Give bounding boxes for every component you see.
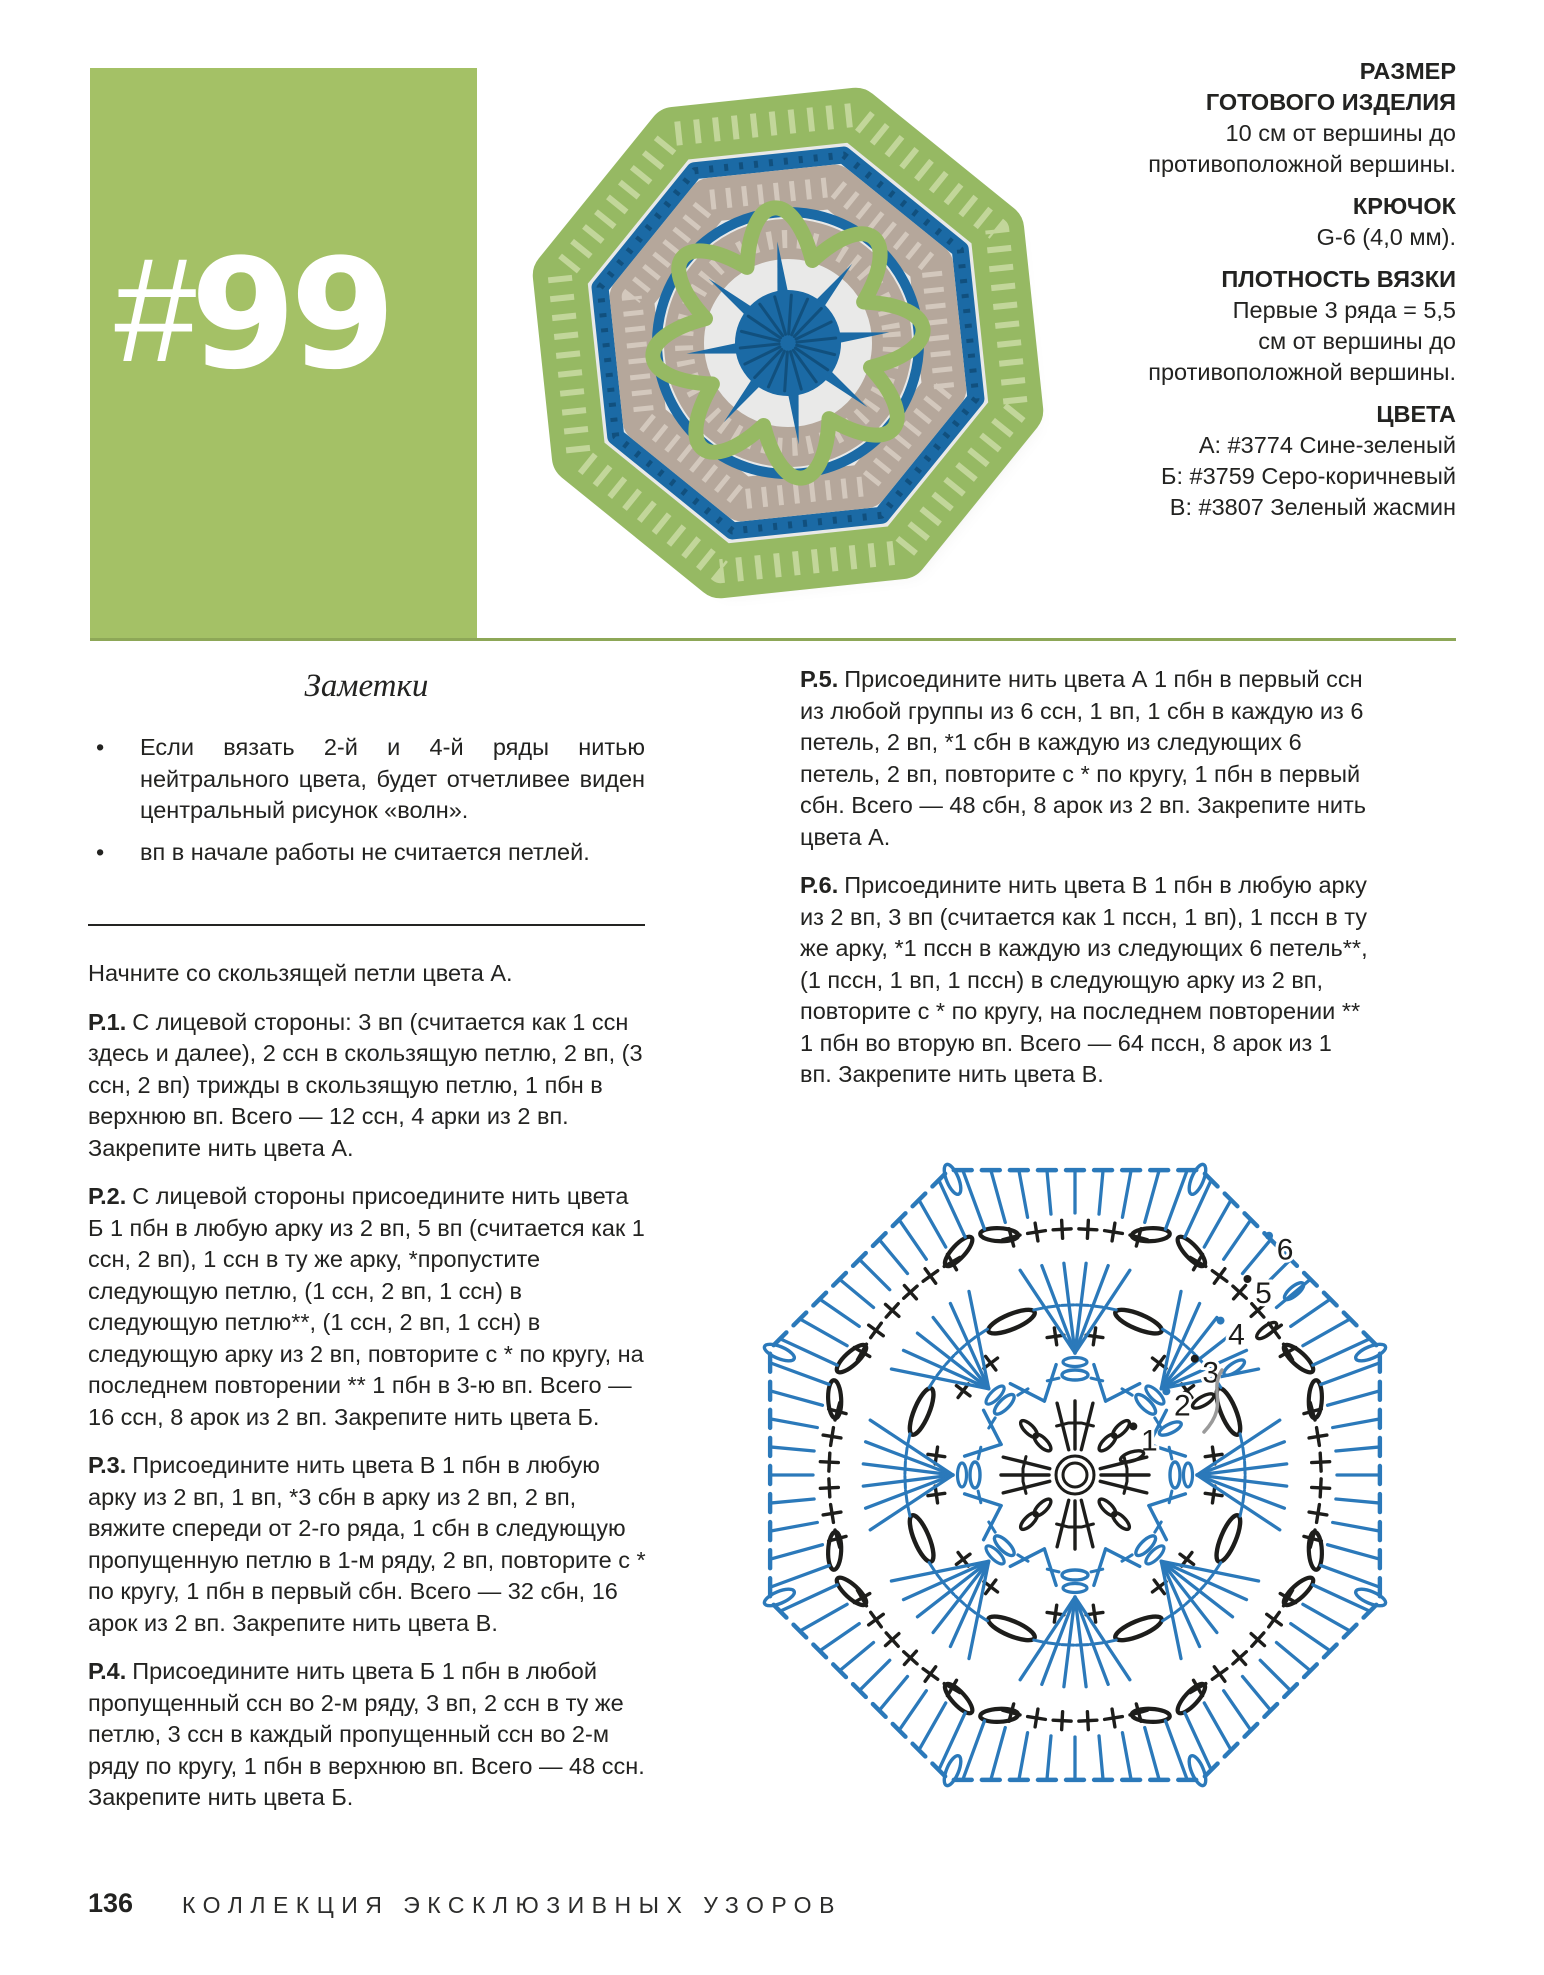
spec-size-value: 10 см от вершины до [1225,120,1456,146]
row-instruction [800,664,1368,853]
spec-size-label: РАЗМЕР [1359,58,1456,84]
note-text: Если вязать 2-й и 4-й ряды нитью нейтрального цвета, будет отчетливее виден центральный рисунок «волн». [140,734,645,823]
svg-text:3: 3 [1202,1356,1220,1390]
row-text: Присоедините нить цвета Б 1 пбн в любой пропущенный ссн во 2-м ряду, 3 вп, 2 ссн в ту же петлю, 3 ссн в каждый пропущенный ссн во 2-м ряду по кругу, 1 пбн в верхнюю вп. Всего — 48 ссн. Закрепите нить цвета Б. [88,1658,645,1810]
bullet-icon: • [96,734,105,760]
row-text: С лицевой стороны: 3 вп (считается как 1 ссн здесь и далее), 2 ссн в скользящую петлю, 2 вп, (3 ссн, 2 вп) трижды в скользящую петлю, 1 пбн в верхнюю вп. Всего — 12 ссн, 4 арки из 2 вп. Закрепите нить цвета А. [88,1008,643,1161]
instructions-right-column [800,664,1368,1108]
row-label: Р.6. [800,872,839,898]
row-text: Присоедините нить цвета В 1 пбн в любую арку из 2 вп, 1 вп, *3 сбн в арку из 2 вп, 2 вп, вяжите спереди от 2-го ряда, 1 сбн в следующую пропущенную петлю в 1-м ряду, 2 вп, повторите с * по кругу, 1 пбн в первый сбн. Всего — 32 сбн, 16 арок из 2 вп. Закрепите нить цвета В. [88,1452,646,1636]
row-text: Присоедините нить цвета А 1 пбн в первый ссн из любой группы из 6 ссн, 1 вп, 1 сбн в каждую из 6 петель, 2 вп, *1 сбн в каждую из следующих 6 петель, 2 вп, повторите с * по кругу, 1 пбн в первый сбн. Всего — 48 сбн, 8 арок из 2 вп. Закрепите нить цвета А. [800,666,1366,850]
footer-title: КОЛЛЕКЦИЯ ЭКСКЛЮЗИВНЫХ УЗОРОВ [182,1892,842,1918]
notes-divider [88,924,645,926]
spec-hook-value: G-6 (4,0 мм). [1316,224,1456,250]
svg-text:1: 1 [1140,1424,1158,1458]
row-text: Присоедините нить цвета В 1 пбн в любую арку из 2 вп, 3 вп (считается как 1 пссн, 1 вп), 1 пссн в ту же арку, *1 пссн в каждую из следующих 6 петель**, (1 пссн, 1 вп, 1 пссн) в следующую арку из 2 вп, повторите с * по кругу, на последнем повторении ** 1 пбн во вторую вп. Всего — 64 пссн, 8 арок из 1 вп. Закрепите нить цвета В. [800,872,1368,1087]
row-label: Р.5. [800,666,839,692]
spec-gauge [1000,264,1456,388]
spec-colors-label: ЦВЕТА [1376,401,1456,427]
spec-hook [1000,191,1456,253]
spec-size-label2: ГОТОВОГО ИЗДЕЛИЯ [1205,89,1456,115]
notes-title: Заметки [304,668,429,704]
spec-gauge-value: см от вершины до [1258,328,1456,354]
pattern-number-digits: 99 [190,226,390,403]
svg-text:2: 2 [1174,1389,1191,1423]
note-text: вп в начале работы не считается петлей. [140,838,590,865]
svg-text:4: 4 [1228,1318,1245,1352]
row-instruction [88,1007,648,1165]
spec-colors [1000,399,1456,523]
row-instruction [88,1656,648,1814]
divider-rule-green [90,638,1456,641]
note-item [88,732,645,827]
page-number: 136 [88,1888,134,1918]
crochet-chart [630,1130,1490,1820]
pattern-number-plate [90,68,477,640]
spec-gauge-value: противоположной вершины. [1148,359,1456,385]
spec-gauge-value: Первые 3 ряда = 5,5 [1232,297,1456,323]
row-instruction [800,870,1368,1091]
svg-text:5: 5 [1255,1276,1272,1310]
spec-gauge-label: ПЛОТНОСТЬ ВЯЗКИ [1221,266,1456,292]
row-instruction [88,1181,648,1433]
row-label: Р.3. [88,1452,127,1478]
pattern-number [112,226,390,403]
bullet-icon: • [96,838,105,865]
instructions-left-column [88,958,648,1831]
spec-color-b: Б: #3759 Серо-коричневый [1161,463,1456,489]
spec-color-a: А: #3774 Сине-зеленый [1198,432,1456,458]
row-label: Р.1. [88,1008,127,1035]
row-text: С лицевой стороны присоедините нить цвета Б 1 пбн в любую арку из 2 вп, 5 вп (считается как 1 ссн, 2 вп), 1 ссн в ту же арку, *пропустите следующую петлю, (1 ссн, 2 вп, 1 ссн) в следующую петлю**, (1 ссн, 2 вп, 1 ссн) в следующую арку из 2 вп, повторите с * по кругу, на последнем повторении ** 1 пбн в 3-ю вп. Всего — 16 ссн, 8 арок из 2 вп. Закрепите нить цвета Б. [88,1183,645,1430]
spec-color-v: В: #3807 Зеленый жасмин [1169,494,1456,520]
svg-text:6: 6 [1276,1233,1294,1267]
row-label: Р.2. [88,1183,127,1209]
spec-size-value: противоположной вершины. [1148,151,1456,177]
row-label: Р.4. [88,1658,127,1684]
spec-size [1000,56,1456,180]
row-instruction [88,1450,648,1639]
specs-block [1000,56,1456,534]
spec-hook-label: КРЮЧОК [1352,193,1456,219]
note-item [88,837,645,869]
hash-glyph: # [112,228,191,393]
crochet-motif-photo [498,58,1078,638]
notes-list [88,732,645,878]
intro-line: Начните со скользящей петли цвета А. [88,960,513,986]
